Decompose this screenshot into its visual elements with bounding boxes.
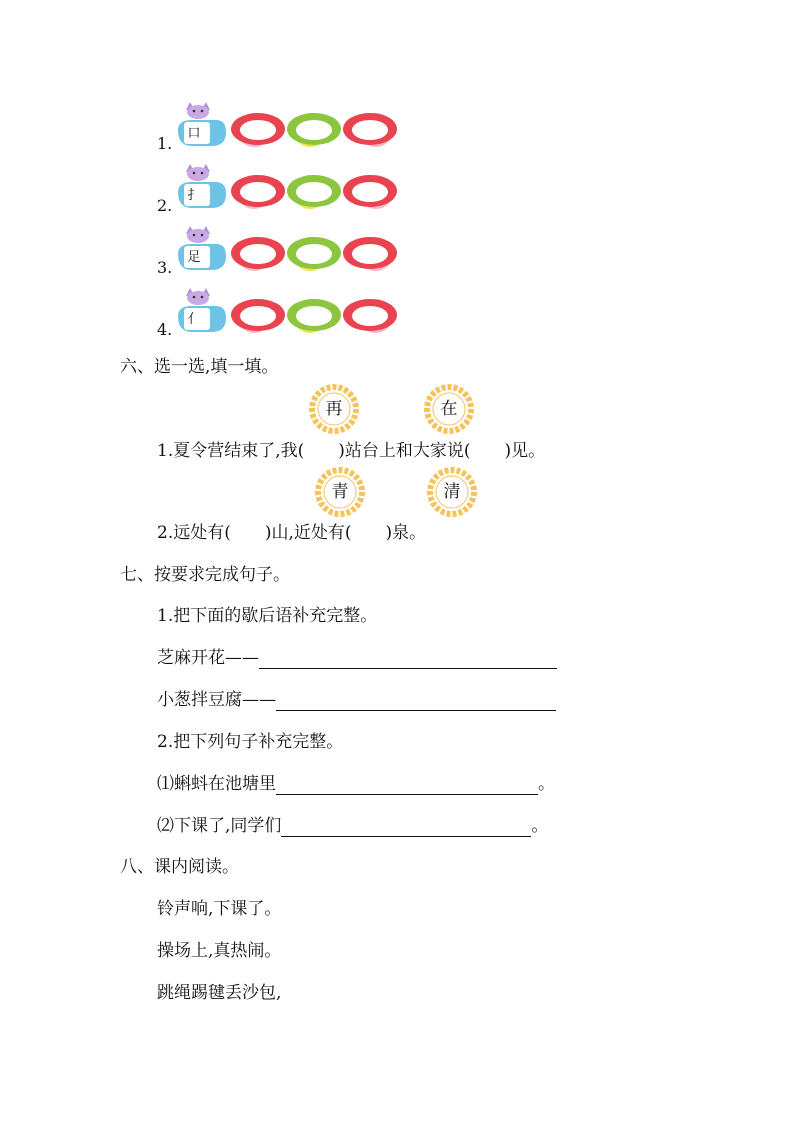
flower-char: 清: [443, 482, 461, 502]
question-6-2: 2.远处有( )山,近处有( )泉。: [157, 523, 427, 543]
caterpillar-graphic: [172, 162, 402, 212]
reading-line-3: 跳绳踢毽丢沙包,: [157, 983, 282, 1003]
caterpillar-graphic: [172, 286, 402, 336]
caterpillar-graphic: [172, 100, 402, 150]
period: 。: [531, 816, 549, 836]
caterpillar-graphic: [172, 224, 402, 274]
xiehouyu-1-prompt: 芝麻开花——: [157, 648, 259, 668]
reading-line-2: 操场上,真热闹。: [157, 941, 282, 961]
flower-char: 再: [325, 399, 343, 419]
subquestion-7-2: 2.把下列句子补充完整。: [157, 732, 344, 752]
sentence-1-prompt: ⑴蝌蚪在池塘里: [157, 774, 276, 794]
flower-badge: [309, 384, 359, 434]
xiehouyu-2: [157, 689, 556, 711]
flower-badge: [315, 467, 365, 517]
answer-blank[interactable]: [276, 692, 556, 711]
sentence-2-prompt: ⑵下课了,同学们: [157, 816, 282, 836]
sentence-2: [157, 815, 548, 837]
row-number: 3.: [157, 258, 173, 277]
subquestion-7-1: 1.把下面的歇后语补充完整。: [157, 606, 378, 626]
reading-line-1: 铃声响,下课了。: [157, 899, 282, 919]
radical-char: 足: [187, 250, 201, 265]
answer-blank[interactable]: [259, 650, 557, 669]
radical-char: 扌: [187, 188, 201, 203]
caterpillar-svg: [172, 100, 402, 150]
row-number: 2.: [157, 196, 173, 215]
sentence-1: [157, 773, 555, 795]
row-number: 4.: [157, 320, 173, 339]
section8-heading: 八、课内阅读。: [120, 857, 239, 877]
flower-badge: [427, 467, 477, 517]
answer-blank[interactable]: [281, 818, 531, 837]
period: 。: [538, 774, 555, 794]
flower-badge: [424, 384, 474, 434]
row-number: 1.: [157, 134, 173, 153]
caterpillar-svg: [172, 224, 402, 274]
caterpillar-svg: [172, 286, 402, 336]
flower-char: 在: [440, 399, 458, 419]
radical-char: 亻: [187, 312, 201, 327]
xiehouyu-1: [157, 647, 557, 669]
caterpillar-svg: [172, 162, 402, 212]
section6-heading: 六、选一选,填一填。: [120, 357, 279, 377]
answer-blank[interactable]: [276, 776, 538, 795]
xiehouyu-2-prompt: 小葱拌豆腐——: [157, 690, 276, 710]
section7-heading: 七、按要求完成句子。: [120, 565, 290, 585]
question-6-1: 1.夏令营结束了,我( )站台上和大家说( )见。: [157, 441, 546, 461]
flower-char: 青: [331, 482, 349, 502]
radical-char: 口: [187, 126, 201, 141]
